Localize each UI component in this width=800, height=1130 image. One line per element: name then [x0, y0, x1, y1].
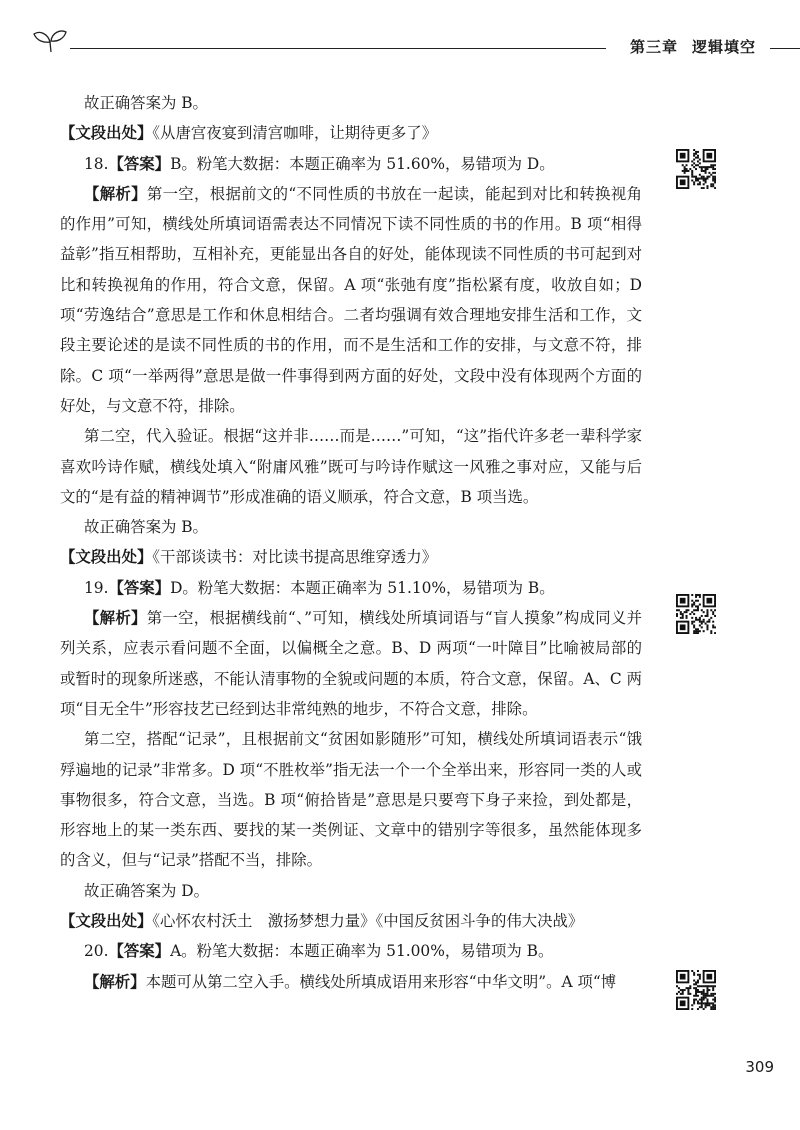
section-title: 逻辑填空: [692, 38, 757, 56]
header-rule-left: [70, 48, 606, 49]
header-rule-right: [770, 48, 800, 49]
paragraph: 【文段出处】《干部谈读书：对比读书提高思维穿透力》: [60, 548, 438, 567]
page-body: [60, 88, 642, 997]
paragraph: 第二空，搭配“记录”，且根据前文“贫困如影随形”可知，横线处所填词语表示“饿殍遍地的记录”非常多。D 项“不胜枚举”指无法一个一个全举出来，形容同一类的人或事物很多，符合文意，当选。B 项“俯拾皆是”意思是只要弯下身子来捡，到处都是，形容地上的某一类东西、要找的某一类例证、文章中的错别字等很多，虽然能体现多的含义，但与“记录”搭配不当，排除。: [60, 730, 642, 870]
paragraph: 故正确答案为 B。: [84, 94, 208, 112]
leaf-logo-icon: [30, 28, 72, 54]
qr-code-icon[interactable]: [676, 149, 716, 189]
paragraph: 【文段出处】《从唐宫夜宴到清宫咖啡，让期待更多了》: [60, 124, 438, 143]
paragraph: 【解析】本题可从第二空入手。横线处所填成语用来形容“中华文明”。A 项“博: [84, 972, 617, 991]
paragraph: 故正确答案为 B。: [84, 518, 208, 537]
qr-code-icon[interactable]: [676, 594, 716, 634]
running-header: [30, 26, 786, 66]
chapter-title: [630, 36, 770, 57]
paragraph: 第二空，代入验证。根据“这并非……而是……”可知，“这”指代许多老一辈科学家喜欢吟诗作赋，横线处填入“附庸风雅”既可与吟诗作赋这一风雅之事对应，又能与后文的“是有益的精神调节”形成准确的语义顺承，符合文意，B 项当选。: [60, 427, 642, 506]
paragraph: 20.【答案】A。粉笔大数据：本题正确率为 51.00%，易错项为 B。: [84, 942, 554, 961]
paragraph: 【文段出处】《心怀农村沃土 激扬梦想力量》《中国反贫困斗争的伟大决战》: [60, 912, 584, 931]
paragraph: 18.【答案】B。粉笔大数据：本题正确率为 51.60%，易错项为 D。: [84, 154, 555, 173]
page-number: 309: [745, 1058, 774, 1076]
paragraph: 19.【答案】D。粉笔大数据：本题正确率为 51.10%，易错项为 B。: [84, 578, 555, 597]
qr-code-icon[interactable]: [676, 970, 716, 1010]
paragraph: 故正确答案为 D。: [84, 881, 209, 900]
paragraph: 【解析】第一空，根据前文的“不同性质的书放在一起读，能起到对比和转换视角的作用”可知，横线处所填词语需表达不同情况下读不同性质的书的作用。B 项“相得益彰”指互相帮助，互相补充，更能显出各自的好处，能体现读不同性质的书可起到对比和转换视角的作用，符合文意，保留。A 项“张弛有度”指松紧有度，收放自如；D 项“劳逸结合”意思是工作和休息相结合。二者均强调有效合理地安排生活和工作，文段主要论述的是读不同性质的书的作用，而不是生活和工作的安排，与文意不符，排除。C 项“一举两得”意思是做一件事得到两方面的好处，文段中没有体现两个方面的好处，与文意不符，排除。: [60, 184, 642, 415]
paragraph: 【解析】第一空，根据横线前“、”可知，横线处所填词语与“盲人摸象”构成同义并列关系，应表示看问题不全面，以偏概全之意。B、D 两项“一叶障目”比喻被局部的或暂时的现象所迷惑，不能认清事物的全貌或问题的本质，符合文意，保留。A、C 两项“目无全牛”形容技艺已经到达非常纯熟的地步，不符合文意，排除。: [60, 609, 642, 718]
chapter-number: 第三章: [630, 38, 679, 56]
